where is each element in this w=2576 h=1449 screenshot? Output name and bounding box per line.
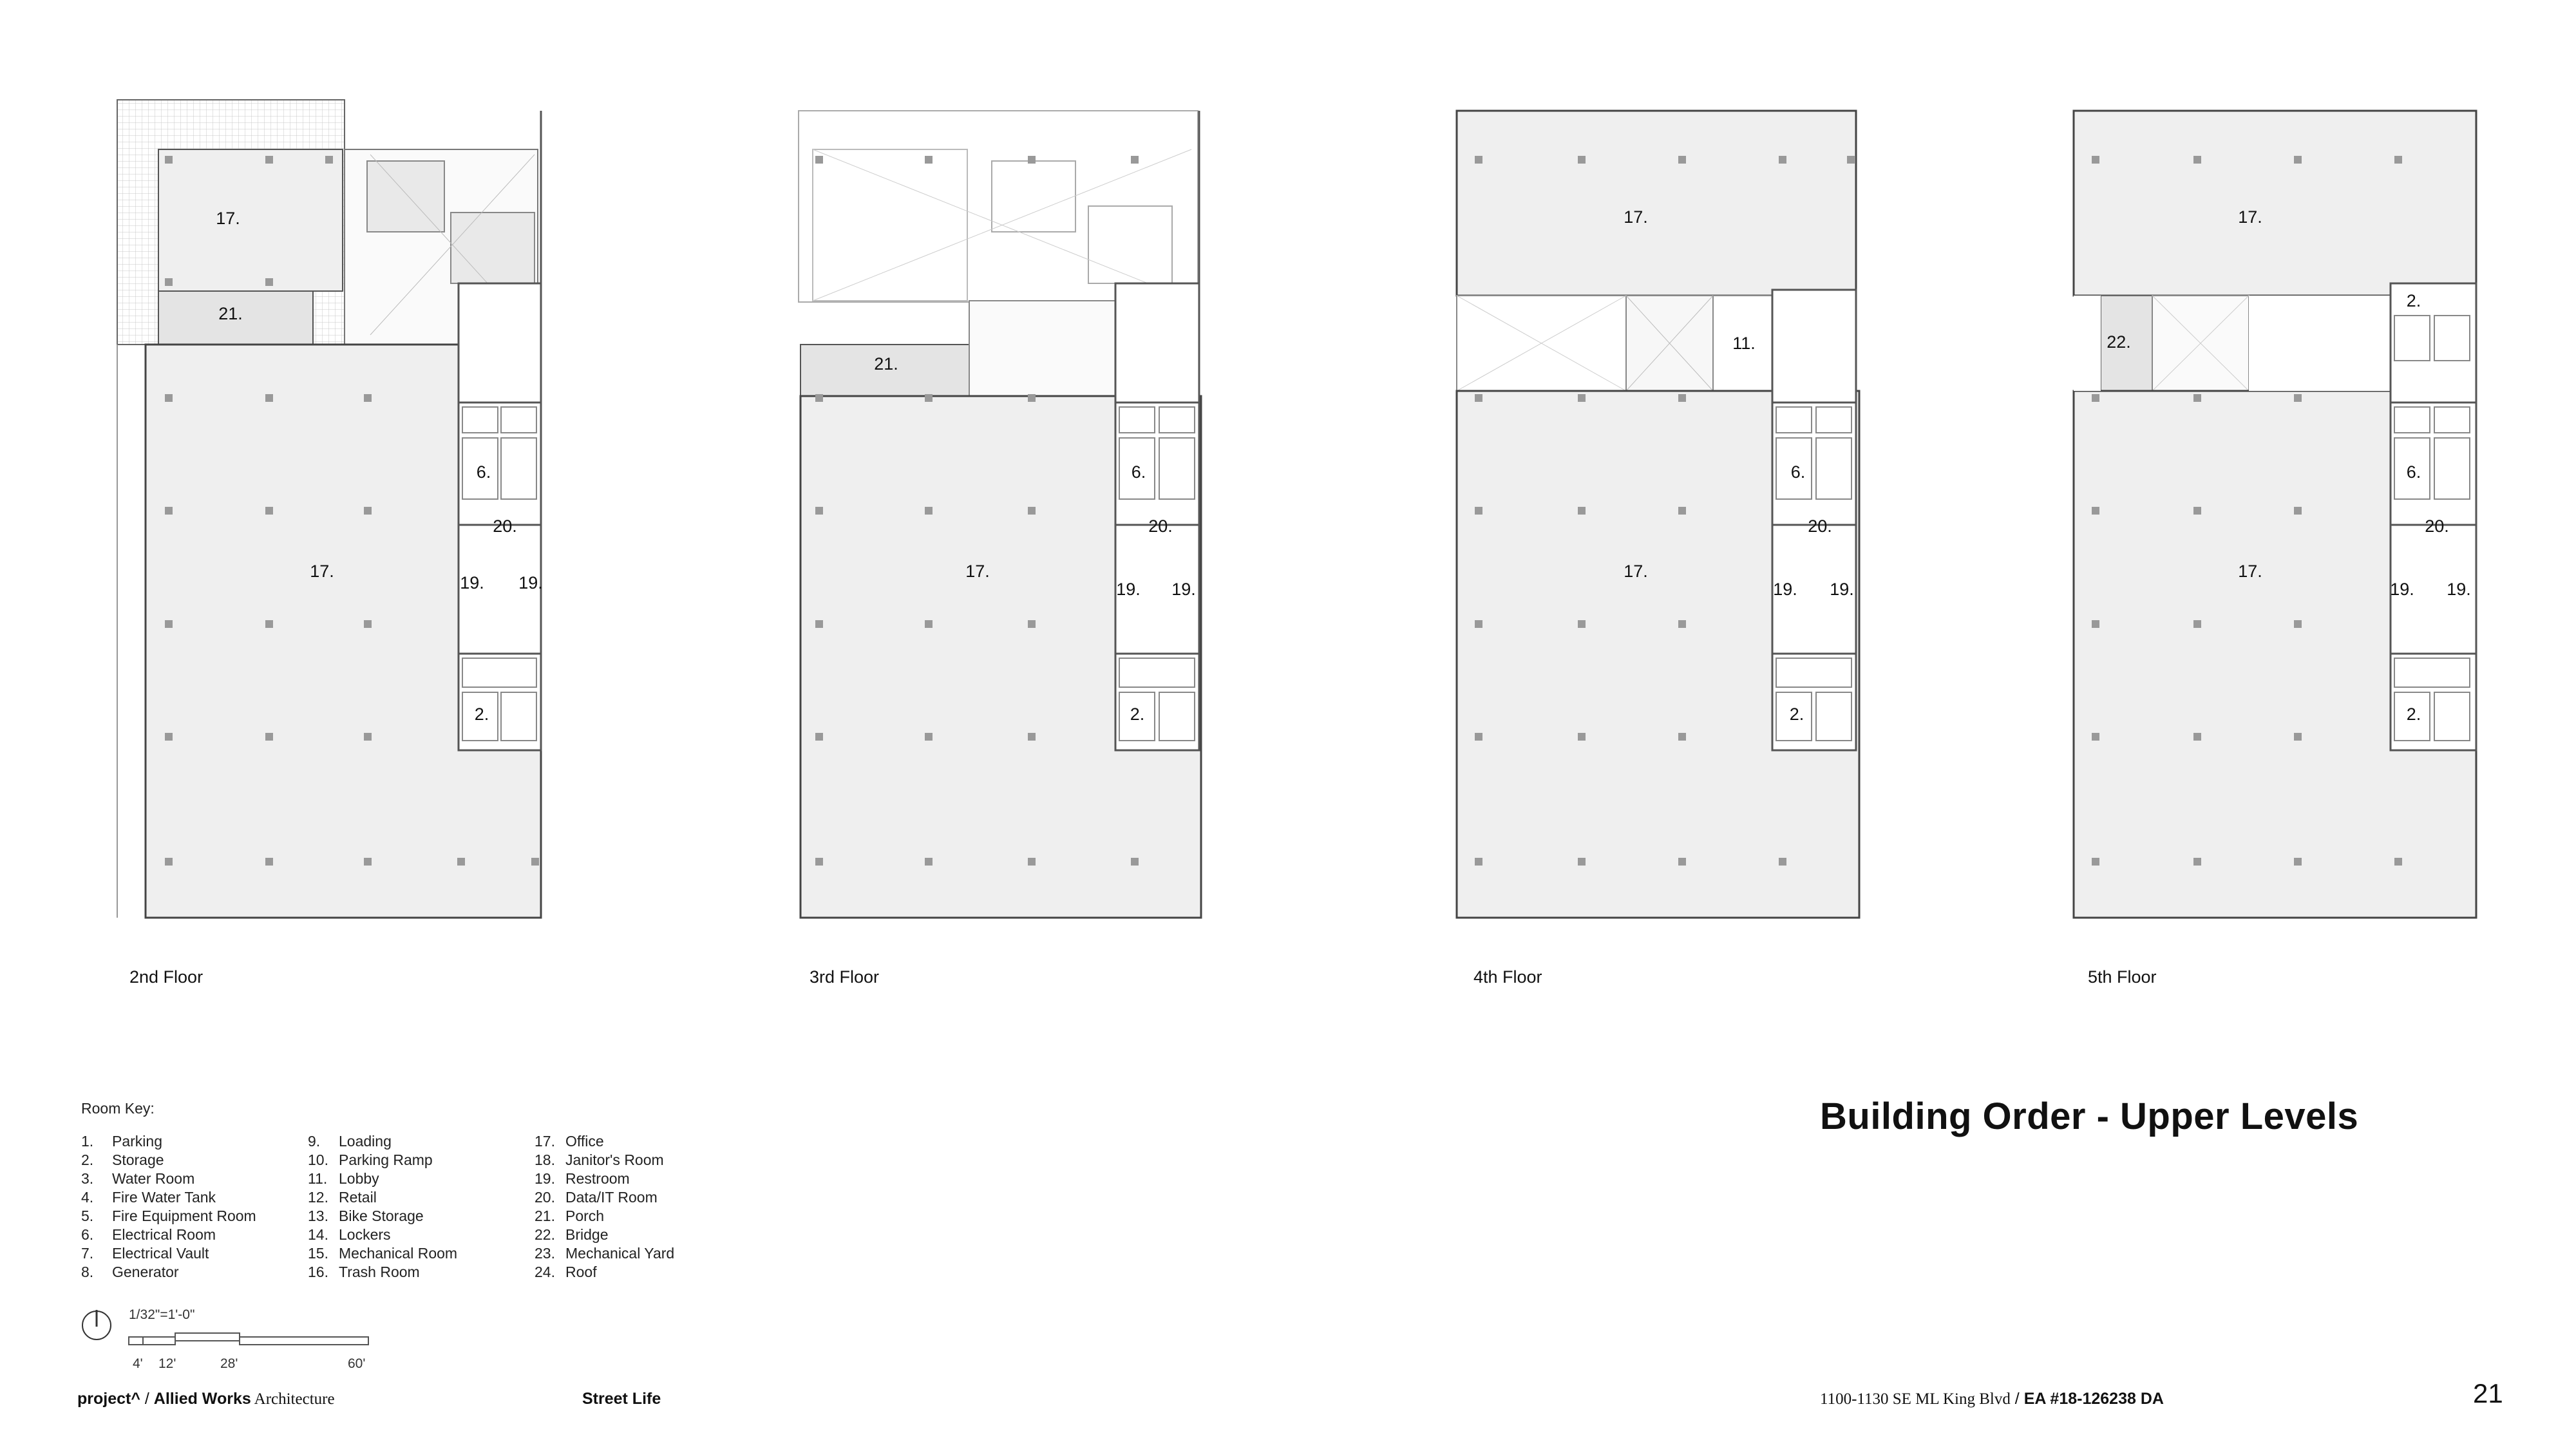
key-item: 23. Mechanical Yard [535, 1245, 675, 1262]
room-label: 2. [1789, 705, 1804, 724]
room-label: 19. [1171, 580, 1196, 599]
key-item: 21. Porch [535, 1208, 605, 1224]
upper-office-4th [1457, 111, 1856, 296]
page-title: Building Order - Upper Levels [1820, 1095, 2359, 1137]
footer-firm: project^ / Allied Works Architecture [77, 1390, 335, 1408]
room-key-column-1 [81, 1132, 307, 1282]
footer-firm-name: Allied Works [153, 1390, 251, 1408]
room-key [81, 1100, 738, 1280]
key-item: 11. Lobby [308, 1170, 379, 1187]
key-item: 3. Water Room [81, 1170, 195, 1187]
room-label: 17. [965, 562, 990, 581]
room-label: 17. [2238, 207, 2262, 227]
key-item: 20. Data/IT Room [535, 1189, 658, 1206]
key-item: 12. Retail [308, 1189, 377, 1206]
floor-label-4th: 4th Floor [1473, 967, 1542, 987]
room-key-title: Room Key: [81, 1100, 155, 1117]
scale-tick: 4' [133, 1356, 143, 1371]
room-label: 22. [2107, 332, 2131, 352]
room-label: 20. [2425, 516, 2449, 536]
room-label: 6. [1790, 462, 1806, 482]
room-label: 19. [1773, 580, 1797, 599]
plan-2nd-floor [117, 100, 543, 918]
key-item: 8. Generator [81, 1264, 179, 1280]
room-label: 17. [1624, 562, 1648, 581]
key-item: 13. Bike Storage [308, 1208, 424, 1224]
room-label: 19. [460, 573, 484, 592]
scale-tick: 28' [220, 1356, 238, 1371]
footer-project-name: Street Life [582, 1390, 661, 1408]
room-label: 20. [1148, 516, 1173, 536]
room-label: 2. [2406, 291, 2421, 310]
key-item: 19. Restroom [535, 1170, 630, 1187]
scale-tick: 12' [158, 1356, 176, 1371]
room-label: 11. [1732, 334, 1756, 353]
plan-5th-floor [2074, 111, 2476, 918]
key-item: 1. Parking [81, 1133, 162, 1150]
key-item: 10. Parking Ramp [308, 1151, 433, 1168]
key-item: 17. Office [535, 1133, 604, 1150]
scale-bar [79, 1307, 401, 1378]
room-label: 2. [1130, 705, 1145, 724]
floor-label-3rd: 3rd Floor [810, 967, 880, 987]
plan-3rd-floor [799, 111, 1201, 918]
footer-ea-number: EA #18-126238 DA [2023, 1390, 2164, 1408]
room-label: 20. [493, 516, 517, 536]
room-label: 19. [2447, 580, 2471, 599]
room-key-column-2 [308, 1132, 533, 1282]
room-label: 17. [216, 209, 240, 228]
room-label: 20. [1808, 516, 1832, 536]
footer-project: project^ [77, 1390, 140, 1408]
scale-ratio: 1/32"=1'-0" [129, 1307, 195, 1322]
upper-office-2nd [158, 149, 343, 291]
key-item: 18. Janitor's Room [535, 1151, 664, 1168]
scale-tick: 60' [348, 1356, 366, 1371]
floor-label-5th: 5th Floor [2088, 967, 2157, 987]
key-item: 2. Storage [81, 1151, 164, 1168]
key-item: 15. Mechanical Room [308, 1245, 458, 1262]
room-label: 19. [518, 573, 543, 592]
key-item: 4. Fire Water Tank [81, 1189, 216, 1206]
key-item: 22. Bridge [535, 1226, 609, 1243]
room-label: 2. [474, 705, 489, 724]
room-label: 21. [874, 354, 898, 374]
key-item: 24. Roof [535, 1264, 597, 1280]
room-label: 17. [310, 562, 334, 581]
key-item: 9. Loading [308, 1133, 392, 1150]
key-item: 5. Fire Equipment Room [81, 1208, 256, 1224]
key-item: 7. Electrical Vault [81, 1245, 209, 1262]
room-key-column-3 [535, 1132, 760, 1282]
room-label: 6. [1131, 462, 1146, 482]
room-label: 6. [2406, 462, 2421, 482]
room-label: 21. [218, 304, 243, 323]
room-label: 19. [2390, 580, 2414, 599]
plan-4th-floor [1457, 111, 1859, 918]
floor-label-2nd: 2nd Floor [129, 967, 204, 987]
room-label: 19. [1830, 580, 1854, 599]
upper-office-5th [2074, 111, 2476, 296]
key-item: 6. Electrical Room [81, 1226, 216, 1243]
key-item: 16. Trash Room [308, 1264, 420, 1280]
key-item: 14. Lockers [308, 1226, 391, 1243]
room-label: 2. [2406, 705, 2421, 724]
footer-address-block: 1100-1130 SE ML King Blvd / EA #18-126238 DA [1820, 1390, 2164, 1408]
room-label: 6. [476, 462, 491, 482]
page-number: 21 [2473, 1378, 2503, 1408]
room-label: 17. [1624, 207, 1648, 227]
room-label: 17. [2238, 562, 2262, 581]
room-label: 19. [1116, 580, 1141, 599]
footer-address: 1100-1130 SE ML King Blvd [1820, 1390, 2011, 1408]
